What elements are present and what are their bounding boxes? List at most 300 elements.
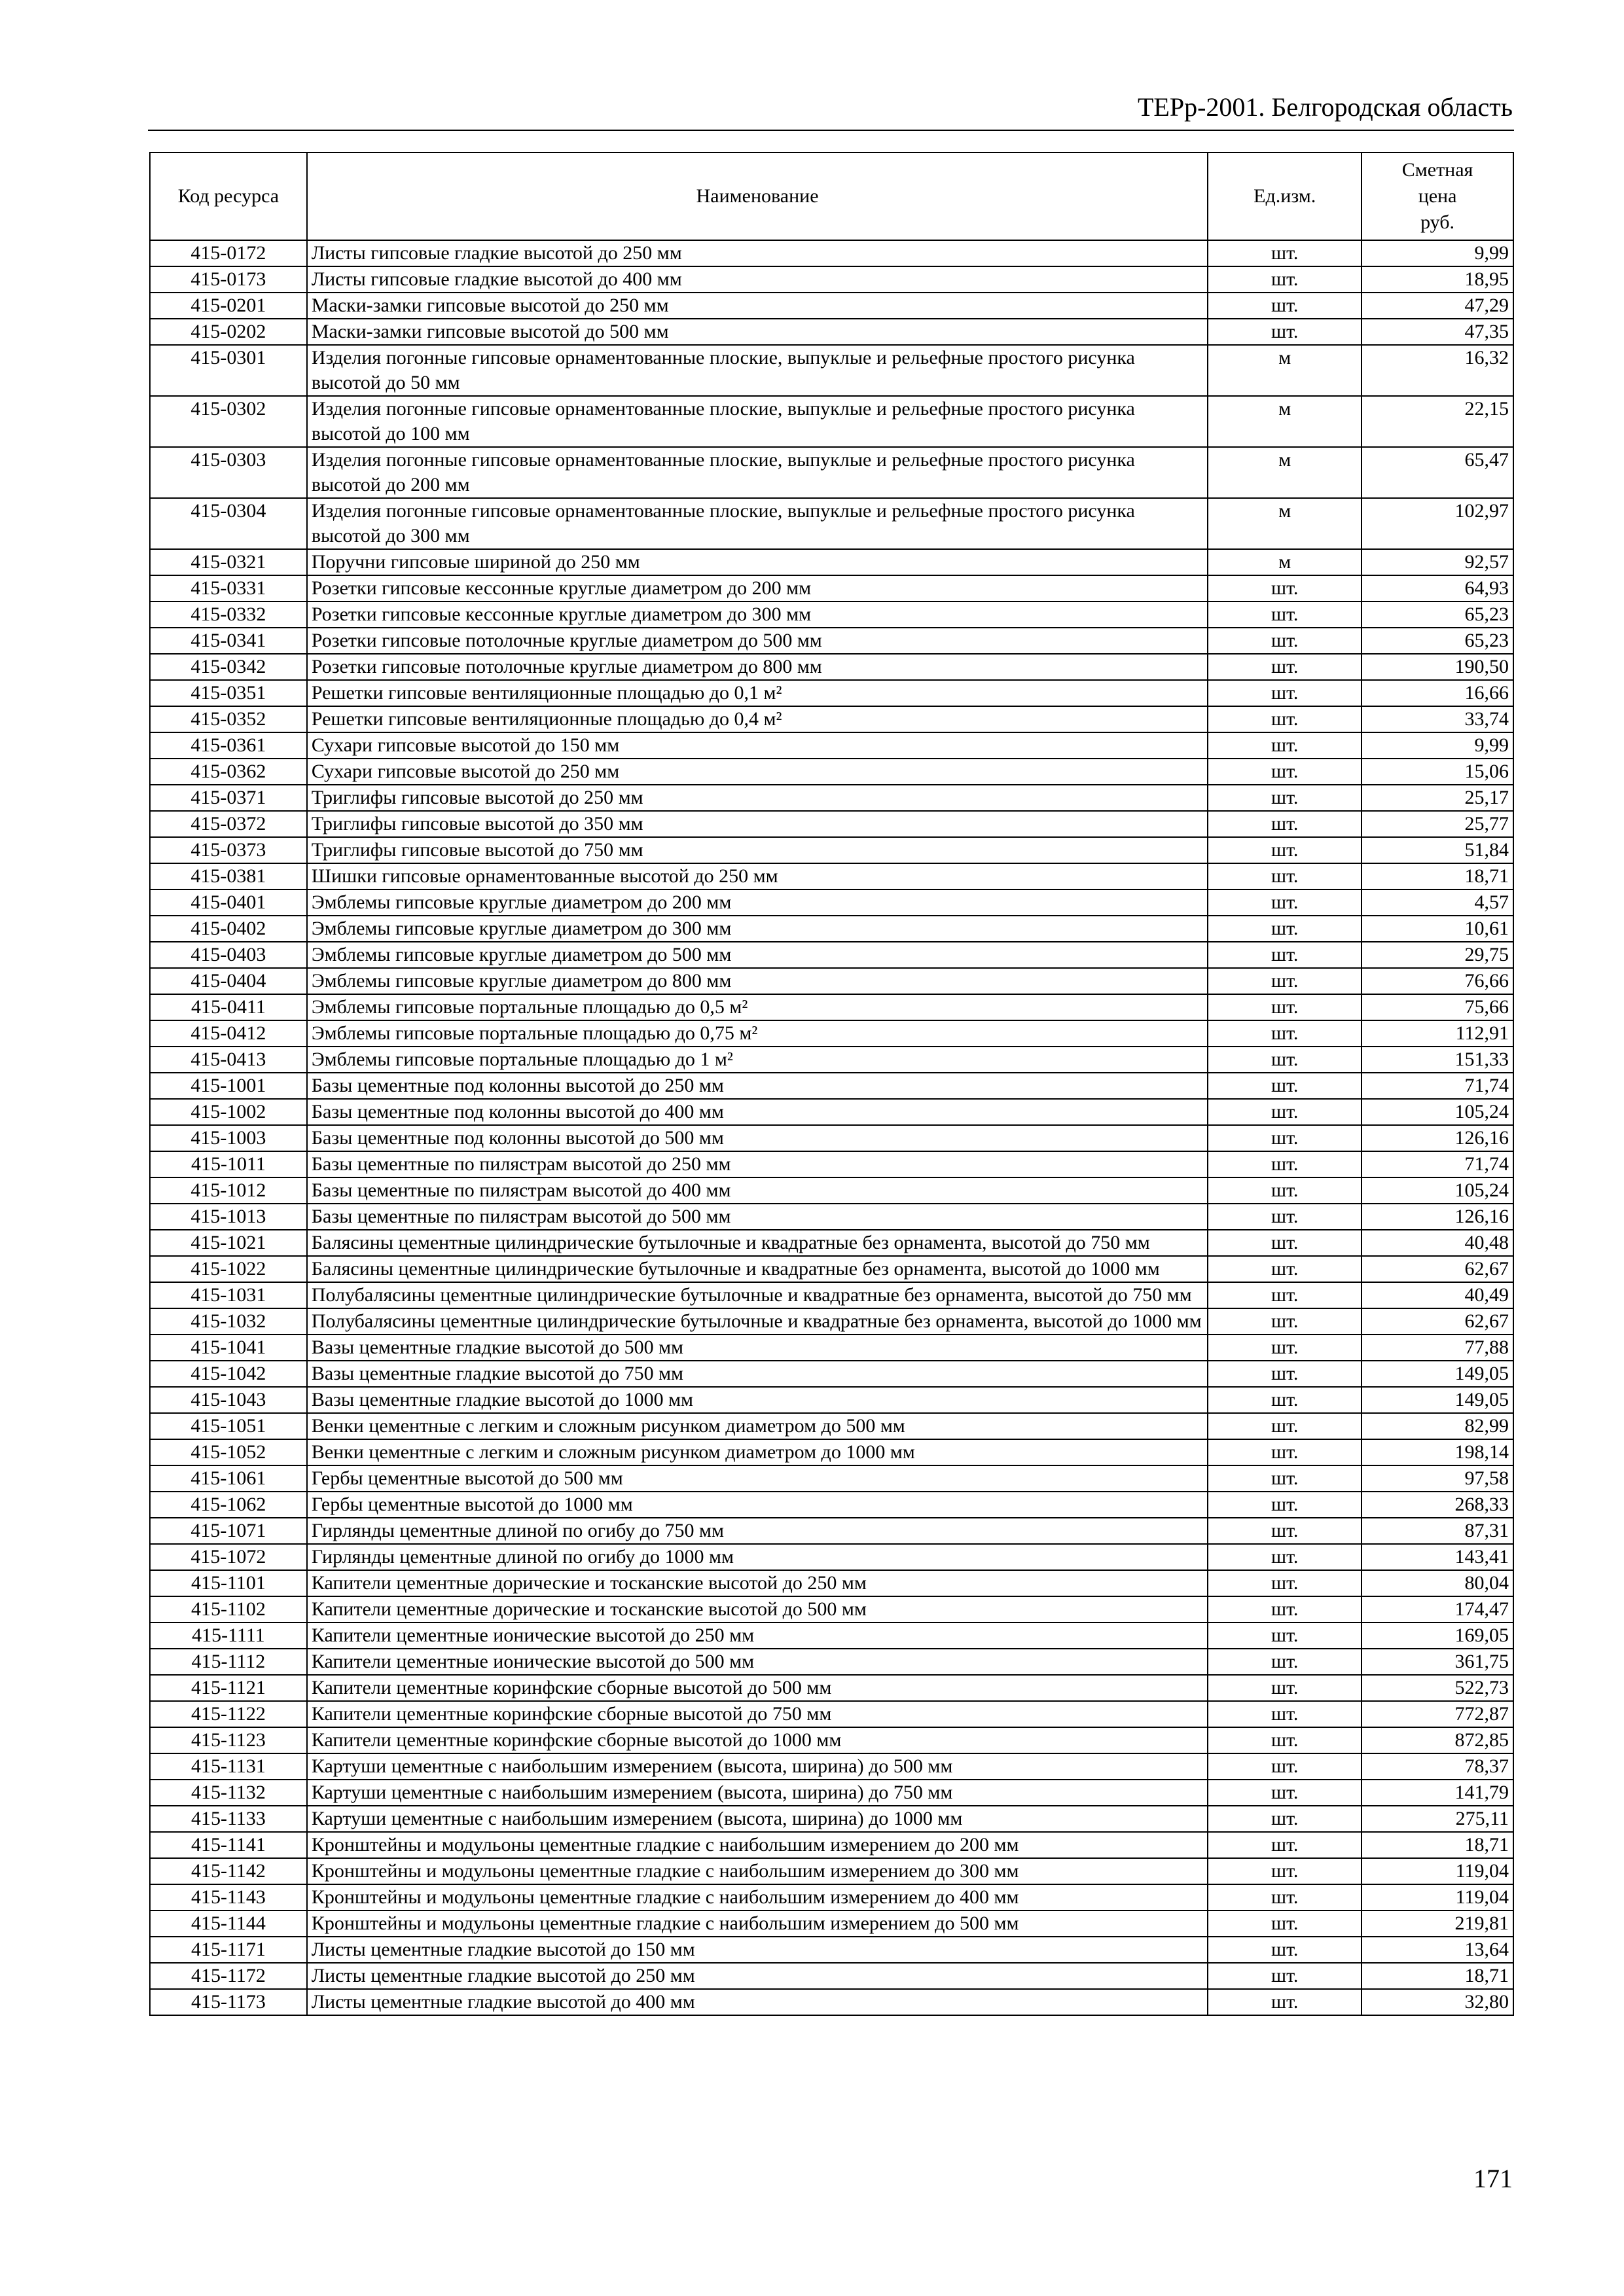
cell-unit: шт. <box>1208 1361 1362 1387</box>
cell-unit: шт. <box>1208 1047 1362 1073</box>
cell-price: 275,11 <box>1362 1806 1513 1832</box>
cell-price: 169,05 <box>1362 1623 1513 1649</box>
cell-name: Сухари гипсовые высотой до 250 мм <box>307 759 1208 785</box>
table-row <box>150 1727 1513 1753</box>
cell-code: 415-1111 <box>150 1623 307 1649</box>
cell-name: Эмблемы гипсовые круглые диаметром до 800 мм <box>307 968 1208 994</box>
cell-price: 268,33 <box>1362 1492 1513 1518</box>
table-row <box>150 1387 1513 1413</box>
cell-code: 415-1031 <box>150 1282 307 1308</box>
cell-code: 415-0332 <box>150 601 307 628</box>
cell-code: 415-0331 <box>150 575 307 601</box>
cell-price: 151,33 <box>1362 1047 1513 1073</box>
cell-code: 415-0201 <box>150 293 307 319</box>
cell-name: Капители цементные ионические высотой до 500 мм <box>307 1649 1208 1675</box>
cell-price: 16,32 <box>1362 345 1513 396</box>
cell-price: 9,99 <box>1362 240 1513 266</box>
table-row <box>150 1099 1513 1125</box>
cell-unit: шт. <box>1208 1806 1362 1832</box>
cell-unit: шт. <box>1208 1780 1362 1806</box>
cell-unit: шт. <box>1208 293 1362 319</box>
cell-unit: шт. <box>1208 654 1362 680</box>
cell-unit: шт. <box>1208 732 1362 759</box>
cell-unit: шт. <box>1208 811 1362 837</box>
cell-price: 25,17 <box>1362 785 1513 811</box>
cell-code: 415-1102 <box>150 1596 307 1623</box>
cell-unit: шт. <box>1208 1413 1362 1439</box>
cell-unit: шт. <box>1208 1099 1362 1125</box>
cell-price: 9,99 <box>1362 732 1513 759</box>
cell-unit: шт. <box>1208 1727 1362 1753</box>
cell-name: Базы цементные под колонны высотой до 250 мм <box>307 1073 1208 1099</box>
cell-unit: шт. <box>1208 1858 1362 1884</box>
table-row <box>150 1465 1513 1492</box>
cell-price: 15,06 <box>1362 759 1513 785</box>
cell-name: Триглифы гипсовые высотой до 250 мм <box>307 785 1208 811</box>
column-header-price-line3: руб. <box>1420 211 1455 233</box>
cell-unit: шт. <box>1208 1701 1362 1727</box>
cell-name: Розетки гипсовые кессонные круглые диаметром до 200 мм <box>307 575 1208 601</box>
table-row <box>150 447 1513 498</box>
table-row <box>150 1910 1513 1937</box>
table-row <box>150 837 1513 863</box>
cell-unit: шт. <box>1208 1884 1362 1910</box>
table-row <box>150 1282 1513 1308</box>
page-number: 171 <box>1473 2164 1513 2193</box>
cell-code: 415-1062 <box>150 1492 307 1518</box>
cell-name: Листы цементные гладкие высотой до 150 мм <box>307 1937 1208 1963</box>
cell-unit: шт. <box>1208 1963 1362 1989</box>
cell-unit: м <box>1208 396 1362 447</box>
cell-name: Шишки гипсовые орнаментованные высотой до 250 мм <box>307 863 1208 889</box>
table-row <box>150 240 1513 266</box>
cell-code: 415-0304 <box>150 498 307 549</box>
cell-name: Эмблемы гипсовые круглые диаметром до 200 мм <box>307 889 1208 916</box>
table-row <box>150 1675 1513 1701</box>
cell-code: 415-0371 <box>150 785 307 811</box>
cell-name: Эмблемы гипсовые портальные площадью до 0,75 м² <box>307 1020 1208 1047</box>
cell-unit: м <box>1208 549 1362 575</box>
cell-code: 415-1042 <box>150 1361 307 1387</box>
cell-code: 415-1112 <box>150 1649 307 1675</box>
cell-price: 25,77 <box>1362 811 1513 837</box>
cell-unit: шт. <box>1208 1387 1362 1413</box>
cell-name: Венки цементные с легким и сложным рисунком диаметром до 500 мм <box>307 1413 1208 1439</box>
table-row <box>150 1230 1513 1256</box>
cell-name: Балясины цементные цилиндрические бутылочные и квадратные без орнамента, высотой до 750 мм <box>307 1230 1208 1256</box>
cell-code: 415-1173 <box>150 1989 307 2015</box>
cell-code: 415-1121 <box>150 1675 307 1701</box>
cell-price: 149,05 <box>1362 1361 1513 1387</box>
table-row <box>150 1125 1513 1151</box>
cell-code: 415-1132 <box>150 1780 307 1806</box>
cell-code: 415-1001 <box>150 1073 307 1099</box>
cell-code: 415-0373 <box>150 837 307 863</box>
page-header-title: ТЕРр-2001. Белгородская область <box>1137 92 1513 122</box>
cell-code: 415-1002 <box>150 1099 307 1125</box>
cell-price: 13,64 <box>1362 1937 1513 1963</box>
cell-name: Изделия погонные гипсовые орнаментованные плоские, выпуклые и рельефные простого рисунка высотой до 200 мм <box>307 447 1208 498</box>
cell-name: Маски-замки гипсовые высотой до 250 мм <box>307 293 1208 319</box>
table-row <box>150 1492 1513 1518</box>
cell-price: 361,75 <box>1362 1649 1513 1675</box>
cell-price: 33,74 <box>1362 706 1513 732</box>
cell-name: Кронштейны и модульоны цементные гладкие с наибольшим измерением до 500 мм <box>307 1910 1208 1937</box>
cell-code: 415-1012 <box>150 1177 307 1204</box>
cell-name: Триглифы гипсовые высотой до 750 мм <box>307 837 1208 863</box>
cell-name: Розетки гипсовые потолочные круглые диаметром до 800 мм <box>307 654 1208 680</box>
cell-price: 772,87 <box>1362 1701 1513 1727</box>
cell-price: 10,61 <box>1362 916 1513 942</box>
cell-price: 105,24 <box>1362 1099 1513 1125</box>
cell-code: 415-0362 <box>150 759 307 785</box>
cell-unit: шт. <box>1208 837 1362 863</box>
cell-code: 415-1021 <box>150 1230 307 1256</box>
cell-price: 149,05 <box>1362 1387 1513 1413</box>
table-row <box>150 319 1513 345</box>
cell-unit: шт. <box>1208 863 1362 889</box>
cell-unit: шт. <box>1208 1151 1362 1177</box>
cell-code: 415-1122 <box>150 1701 307 1727</box>
table-row <box>150 1570 1513 1596</box>
table-row <box>150 1753 1513 1780</box>
table-row <box>150 1884 1513 1910</box>
table-row <box>150 1256 1513 1282</box>
cell-unit: шт. <box>1208 240 1362 266</box>
cell-price: 62,67 <box>1362 1308 1513 1335</box>
cell-price: 65,47 <box>1362 447 1513 498</box>
table-row <box>150 1177 1513 1204</box>
cell-price: 141,79 <box>1362 1780 1513 1806</box>
cell-name: Кронштейны и модульоны цементные гладкие с наибольшим измерением до 200 мм <box>307 1832 1208 1858</box>
cell-unit: шт. <box>1208 1832 1362 1858</box>
cell-name: Решетки гипсовые вентиляционные площадью до 0,4 м² <box>307 706 1208 732</box>
cell-price: 4,57 <box>1362 889 1513 916</box>
table-row <box>150 1544 1513 1570</box>
cell-name: Капители цементные ионические высотой до 250 мм <box>307 1623 1208 1649</box>
cell-name: Эмблемы гипсовые портальные площадью до 1 м² <box>307 1047 1208 1073</box>
cell-unit: шт. <box>1208 628 1362 654</box>
table-row <box>150 1335 1513 1361</box>
cell-code: 415-1123 <box>150 1727 307 1753</box>
table-row <box>150 1151 1513 1177</box>
cell-unit: шт. <box>1208 1465 1362 1492</box>
cell-unit: шт. <box>1208 1649 1362 1675</box>
cell-unit: шт. <box>1208 319 1362 345</box>
table-row <box>150 654 1513 680</box>
cell-price: 18,71 <box>1362 1963 1513 1989</box>
cell-name: Картуши цементные с наибольшим измерением (высота, ширина) до 500 мм <box>307 1753 1208 1780</box>
cell-code: 415-0404 <box>150 968 307 994</box>
cell-unit: шт. <box>1208 1518 1362 1544</box>
table-row <box>150 1963 1513 1989</box>
table-row <box>150 1020 1513 1047</box>
cell-name: Эмблемы гипсовые круглые диаметром до 500 мм <box>307 942 1208 968</box>
cell-code: 415-0402 <box>150 916 307 942</box>
cell-unit: шт. <box>1208 994 1362 1020</box>
table-row <box>150 1413 1513 1439</box>
cell-unit: шт. <box>1208 1544 1362 1570</box>
cell-unit: м <box>1208 447 1362 498</box>
column-header-price-line2: цена <box>1418 185 1457 207</box>
cell-code: 415-0303 <box>150 447 307 498</box>
cell-name: Капители цементные коринфские сборные высотой до 500 мм <box>307 1675 1208 1701</box>
table-row <box>150 680 1513 706</box>
cell-code: 415-0352 <box>150 706 307 732</box>
cell-price: 80,04 <box>1362 1570 1513 1596</box>
cell-price: 71,74 <box>1362 1151 1513 1177</box>
table-row <box>150 1361 1513 1387</box>
cell-name: Листы цементные гладкие высотой до 250 мм <box>307 1963 1208 1989</box>
cell-price: 92,57 <box>1362 549 1513 575</box>
cell-code: 415-1143 <box>150 1884 307 1910</box>
cell-unit: шт. <box>1208 706 1362 732</box>
cell-unit: шт. <box>1208 916 1362 942</box>
table-row <box>150 601 1513 628</box>
cell-price: 190,50 <box>1362 654 1513 680</box>
table-row <box>150 1439 1513 1465</box>
table-row <box>150 293 1513 319</box>
table-row <box>150 1780 1513 1806</box>
table-row <box>150 1518 1513 1544</box>
cell-code: 415-0302 <box>150 396 307 447</box>
table-row <box>150 942 1513 968</box>
cell-code: 415-1131 <box>150 1753 307 1780</box>
column-header-code: Код ресурса <box>150 152 307 240</box>
cell-price: 119,04 <box>1362 1858 1513 1884</box>
cell-code: 415-0413 <box>150 1047 307 1073</box>
table-row <box>150 549 1513 575</box>
cell-price: 47,35 <box>1362 319 1513 345</box>
cell-name: Вазы цементные гладкие высотой до 1000 мм <box>307 1387 1208 1413</box>
cell-unit: шт. <box>1208 942 1362 968</box>
cell-name: Картуши цементные с наибольшим измерением (высота, ширина) до 1000 мм <box>307 1806 1208 1832</box>
cell-unit: шт. <box>1208 1675 1362 1701</box>
cell-code: 415-0412 <box>150 1020 307 1047</box>
cell-unit: шт. <box>1208 1020 1362 1047</box>
cell-name: Гербы цементные высотой до 500 мм <box>307 1465 1208 1492</box>
cell-unit: шт. <box>1208 1308 1362 1335</box>
cell-unit: шт. <box>1208 785 1362 811</box>
cell-name: Решетки гипсовые вентиляционные площадью до 0,1 м² <box>307 680 1208 706</box>
column-header-price <box>1362 152 1513 240</box>
cell-unit: шт. <box>1208 1623 1362 1649</box>
cell-price: 32,80 <box>1362 1989 1513 2015</box>
cell-price: 62,67 <box>1362 1256 1513 1282</box>
table-row <box>150 628 1513 654</box>
cell-code: 415-0381 <box>150 863 307 889</box>
cell-price: 71,74 <box>1362 1073 1513 1099</box>
cell-unit: шт. <box>1208 1230 1362 1256</box>
cell-price: 76,66 <box>1362 968 1513 994</box>
cell-code: 415-1032 <box>150 1308 307 1335</box>
cell-price: 47,29 <box>1362 293 1513 319</box>
cell-unit: шт. <box>1208 1335 1362 1361</box>
cell-price: 112,91 <box>1362 1020 1513 1047</box>
table-row <box>150 1858 1513 1884</box>
header-rule <box>148 130 1514 131</box>
cell-name: Поручни гипсовые шириной до 250 мм <box>307 549 1208 575</box>
cell-code: 415-0202 <box>150 319 307 345</box>
cell-price: 78,37 <box>1362 1753 1513 1780</box>
cell-price: 105,24 <box>1362 1177 1513 1204</box>
cell-name: Капители цементные дорические и тосканские высотой до 250 мм <box>307 1570 1208 1596</box>
cell-name: Листы цементные гладкие высотой до 400 мм <box>307 1989 1208 2015</box>
cell-code: 415-0301 <box>150 345 307 396</box>
cell-name: Вазы цементные гладкие высотой до 500 мм <box>307 1335 1208 1361</box>
cell-price: 77,88 <box>1362 1335 1513 1361</box>
cell-code: 415-1072 <box>150 1544 307 1570</box>
table-row <box>150 345 1513 396</box>
cell-price: 522,73 <box>1362 1675 1513 1701</box>
cell-price: 64,93 <box>1362 575 1513 601</box>
cell-price: 18,95 <box>1362 266 1513 293</box>
cell-code: 415-1144 <box>150 1910 307 1937</box>
cell-price: 18,71 <box>1362 863 1513 889</box>
cell-unit: шт. <box>1208 759 1362 785</box>
cell-price: 18,71 <box>1362 1832 1513 1858</box>
cell-price: 219,81 <box>1362 1910 1513 1937</box>
table-header-row <box>150 152 1513 240</box>
cell-name: Гирлянды цементные длиной по огибу до 1000 мм <box>307 1544 1208 1570</box>
cell-name: Триглифы гипсовые высотой до 350 мм <box>307 811 1208 837</box>
cell-price: 126,16 <box>1362 1204 1513 1230</box>
cell-name: Венки цементные с легким и сложным рисунком диаметром до 1000 мм <box>307 1439 1208 1465</box>
cell-code: 415-0172 <box>150 240 307 266</box>
cell-name: Капители цементные дорические и тосканские высотой до 500 мм <box>307 1596 1208 1623</box>
table-row <box>150 1073 1513 1099</box>
cell-price: 40,49 <box>1362 1282 1513 1308</box>
cell-code: 415-1061 <box>150 1465 307 1492</box>
cell-unit: шт. <box>1208 1753 1362 1780</box>
cell-price: 65,23 <box>1362 628 1513 654</box>
cell-price: 119,04 <box>1362 1884 1513 1910</box>
table-row <box>150 863 1513 889</box>
cell-code: 415-1022 <box>150 1256 307 1282</box>
cell-unit: шт. <box>1208 1204 1362 1230</box>
table-row <box>150 1047 1513 1073</box>
cell-code: 415-1142 <box>150 1858 307 1884</box>
cell-name: Изделия погонные гипсовые орнаментованные плоские, выпуклые и рельефные простого рисунка высотой до 50 мм <box>307 345 1208 396</box>
cell-name: Изделия погонные гипсовые орнаментованные плоские, выпуклые и рельефные простого рисунка высотой до 300 мм <box>307 498 1208 549</box>
cell-unit: шт. <box>1208 1125 1362 1151</box>
cell-name: Эмблемы гипсовые портальные площадью до 0,5 м² <box>307 994 1208 1020</box>
cell-name: Балясины цементные цилиндрические бутылочные и квадратные без орнамента, высотой до 1000 мм <box>307 1256 1208 1282</box>
cell-unit: шт. <box>1208 968 1362 994</box>
cell-unit: шт. <box>1208 1570 1362 1596</box>
cell-name: Картуши цементные с наибольшим измерением (высота, ширина) до 750 мм <box>307 1780 1208 1806</box>
cell-price: 82,99 <box>1362 1413 1513 1439</box>
table-row <box>150 1623 1513 1649</box>
table-row <box>150 1596 1513 1623</box>
cell-name: Базы цементные по пилястрам высотой до 250 мм <box>307 1151 1208 1177</box>
cell-price: 143,41 <box>1362 1544 1513 1570</box>
cell-name: Капители цементные коринфские сборные высотой до 1000 мм <box>307 1727 1208 1753</box>
cell-code: 415-1172 <box>150 1963 307 1989</box>
table-row <box>150 785 1513 811</box>
cell-code: 415-0321 <box>150 549 307 575</box>
cell-code: 415-0342 <box>150 654 307 680</box>
cell-name: Листы гипсовые гладкие высотой до 400 мм <box>307 266 1208 293</box>
table-row <box>150 1308 1513 1335</box>
table-row <box>150 732 1513 759</box>
table-row <box>150 396 1513 447</box>
cell-code: 415-1011 <box>150 1151 307 1177</box>
table-row <box>150 1832 1513 1858</box>
cell-name: Базы цементные под колонны высотой до 500 мм <box>307 1125 1208 1151</box>
cell-price: 174,47 <box>1362 1596 1513 1623</box>
cell-unit: шт. <box>1208 1177 1362 1204</box>
cell-price: 75,66 <box>1362 994 1513 1020</box>
cell-unit: шт. <box>1208 575 1362 601</box>
cell-price: 97,58 <box>1362 1465 1513 1492</box>
cell-code: 415-0341 <box>150 628 307 654</box>
cell-price: 198,14 <box>1362 1439 1513 1465</box>
cell-price: 102,97 <box>1362 498 1513 549</box>
table-row <box>150 1989 1513 2015</box>
cell-price: 872,85 <box>1362 1727 1513 1753</box>
table-row <box>150 706 1513 732</box>
cell-code: 415-1133 <box>150 1806 307 1832</box>
cell-name: Гирлянды цементные длиной по огибу до 750 мм <box>307 1518 1208 1544</box>
cell-code: 415-1171 <box>150 1937 307 1963</box>
table-row <box>150 1806 1513 1832</box>
cell-code: 415-0372 <box>150 811 307 837</box>
cell-code: 415-1043 <box>150 1387 307 1413</box>
cell-unit: шт. <box>1208 1256 1362 1282</box>
cell-price: 29,75 <box>1362 942 1513 968</box>
cell-unit: шт. <box>1208 266 1362 293</box>
cell-unit: шт. <box>1208 1439 1362 1465</box>
table-row <box>150 1649 1513 1675</box>
cell-name: Базы цементные под колонны высотой до 400 мм <box>307 1099 1208 1125</box>
cell-unit: шт. <box>1208 1910 1362 1937</box>
cell-code: 415-0351 <box>150 680 307 706</box>
cell-price: 51,84 <box>1362 837 1513 863</box>
cell-unit: шт. <box>1208 889 1362 916</box>
cell-unit: шт. <box>1208 1596 1362 1623</box>
cell-price: 16,66 <box>1362 680 1513 706</box>
cell-code: 415-1051 <box>150 1413 307 1439</box>
table-row <box>150 1204 1513 1230</box>
cell-unit: шт. <box>1208 1989 1362 2015</box>
cell-name: Изделия погонные гипсовые орнаментованные плоские, выпуклые и рельефные простого рисунка высотой до 100 мм <box>307 396 1208 447</box>
table-row <box>150 811 1513 837</box>
cell-price: 22,15 <box>1362 396 1513 447</box>
price-table <box>149 152 1514 2016</box>
cell-code: 415-0403 <box>150 942 307 968</box>
table-row <box>150 1701 1513 1727</box>
cell-name: Полубалясины цементные цилиндрические бутылочные и квадратные без орнамента, высотой до 1000 мм <box>307 1308 1208 1335</box>
cell-code: 415-0411 <box>150 994 307 1020</box>
cell-unit: шт. <box>1208 601 1362 628</box>
cell-unit: шт. <box>1208 1492 1362 1518</box>
column-header-unit: Ед.изм. <box>1208 152 1362 240</box>
cell-code: 415-0361 <box>150 732 307 759</box>
table-row <box>150 968 1513 994</box>
cell-unit: м <box>1208 345 1362 396</box>
table-row <box>150 1937 1513 1963</box>
cell-code: 415-1071 <box>150 1518 307 1544</box>
table-row <box>150 994 1513 1020</box>
cell-name: Розетки гипсовые потолочные круглые диаметром до 500 мм <box>307 628 1208 654</box>
table-row <box>150 575 1513 601</box>
cell-price: 126,16 <box>1362 1125 1513 1151</box>
cell-price: 87,31 <box>1362 1518 1513 1544</box>
cell-name: Кронштейны и модульоны цементные гладкие с наибольшим измерением до 300 мм <box>307 1858 1208 1884</box>
cell-code: 415-1052 <box>150 1439 307 1465</box>
column-header-name: Наименование <box>307 152 1208 240</box>
